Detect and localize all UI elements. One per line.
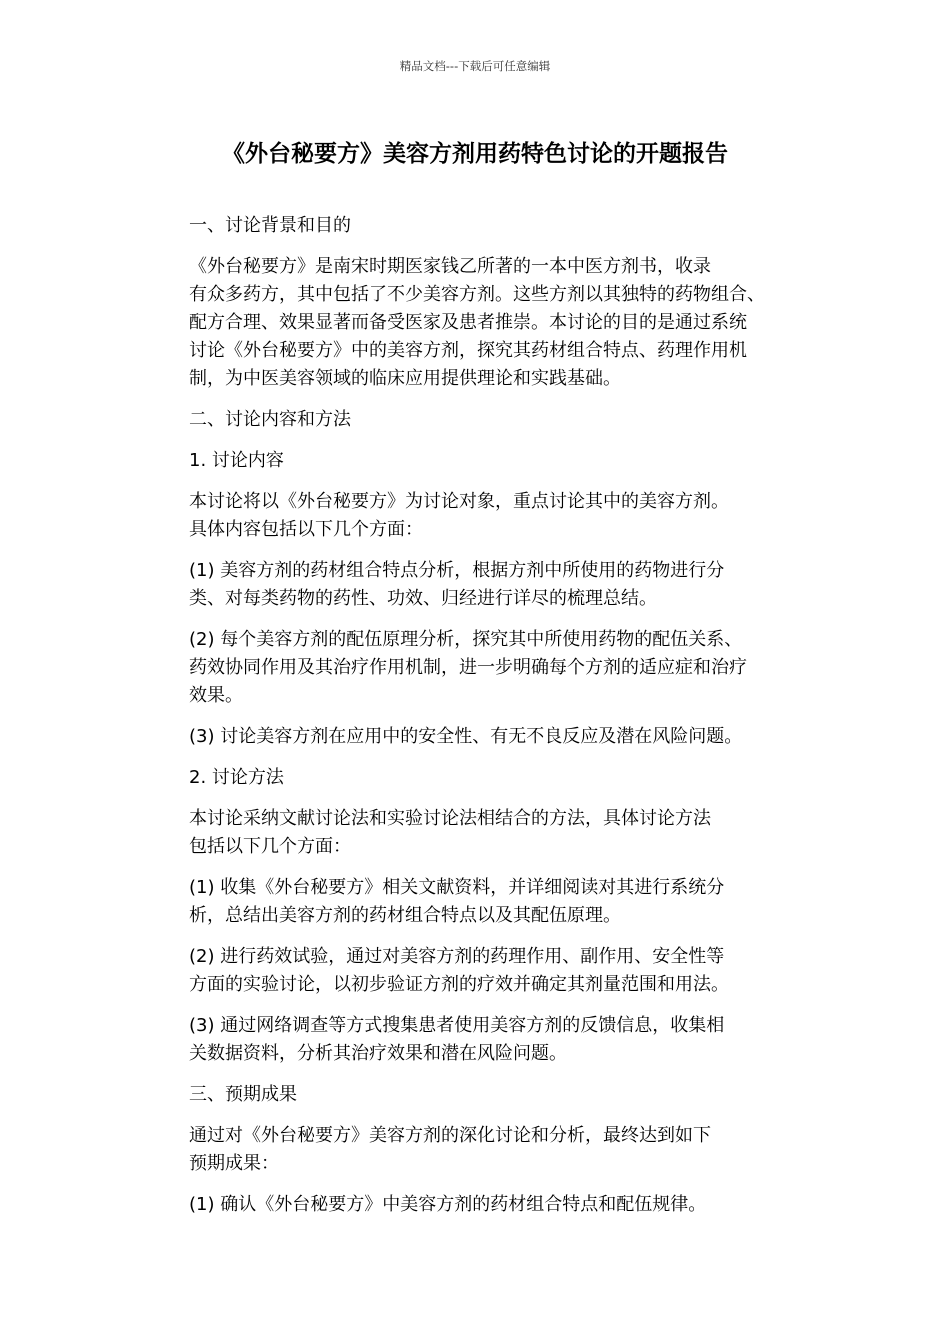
text-line: (2) 进行药效试验，通过对美容方剂的药理作用、副作用、安全性等: [189, 946, 725, 967]
list-item-content-3: [144, 723, 824, 751]
section-heading-expected-results: 三、预期成果: [189, 1084, 297, 1105]
paragraph-background: [144, 253, 824, 393]
text-line: (3) 讨论美容方剂在应用中的安全性、有无不良反应及潜在风险问题。: [189, 726, 743, 747]
text-line: 效果。: [189, 685, 243, 706]
list-item-method-3: [144, 1012, 824, 1068]
text-line: 关数据资料，分析其治疗效果和潜在风险问题。: [189, 1043, 567, 1064]
paragraph-method-intro: [144, 805, 824, 861]
paragraph-content-intro: [144, 488, 824, 544]
text-line: (1) 美容方剂的药材组合特点分析，根据方剂中所使用的药物进行分: [189, 560, 725, 581]
list-item-method-2: [144, 943, 824, 999]
paragraph-expected-intro: [144, 1122, 824, 1178]
text-line: 预期成果：: [189, 1153, 279, 1174]
subsection-heading-method: 2. 讨论方法: [189, 767, 284, 788]
text-line: (1) 收集《外台秘要方》相关文献资料，并详细阅读对其进行系统分: [189, 877, 725, 898]
text-line: 配方合理、效果显著而备受医家及患者推崇。本讨论的目的是通过系统: [189, 312, 747, 333]
list-item-method-1: [144, 874, 824, 930]
text-line: 具体内容包括以下几个方面：: [189, 519, 423, 540]
text-line: 通过对《外台秘要方》美容方剂的深化讨论和分析，最终达到如下: [189, 1125, 711, 1146]
text-line: 本讨论将以《外台秘要方》为讨论对象，重点讨论其中的美容方剂。: [189, 491, 729, 512]
text-line: 方面的实验讨论，以初步验证方剂的疗效并确定其剂量范围和用法。: [189, 974, 729, 995]
list-item-content-1: [144, 557, 824, 613]
text-line: 本讨论采纳文献讨论法和实验讨论法相结合的方法，具体讨论方法: [189, 808, 711, 829]
list-item-content-2: [144, 626, 824, 710]
document-body: [144, 212, 824, 1232]
section-heading-content-method: 二、讨论内容和方法: [189, 409, 351, 430]
text-line: 讨论《外台秘要方》中的美容方剂，探究其药材组合特点、药理作用机: [189, 340, 747, 361]
section-heading-background: 一、讨论背景和目的: [189, 215, 351, 236]
page-header: 精品文档---下载后可任意编辑: [399, 59, 551, 73]
list-item-expected-1: [144, 1191, 824, 1219]
document-title: 《外台秘要方》美容方剂用药特色讨论的开题报告: [222, 141, 728, 167]
text-line: 析，总结出美容方剂的药材组合特点以及其配伍原理。: [189, 905, 621, 926]
subsection-heading-content: 1. 讨论内容: [189, 450, 284, 471]
text-line: 制，为中医美容领域的临床应用提供理论和实践基础。: [189, 368, 621, 389]
text-line: 《外台秘要方》是南宋时期医家钱乙所著的一本中医方剂书，收录: [189, 256, 711, 277]
text-line: 类、对每类药物的药性、功效、归经进行详尽的梳理总结。: [189, 588, 657, 609]
text-line: (2) 每个美容方剂的配伍原理分析，探究其中所使用药物的配伍关系、: [189, 629, 743, 650]
text-line: (1) 确认《外台秘要方》中美容方剂的药材组合特点和配伍规律。: [189, 1194, 707, 1215]
text-line: 包括以下几个方面：: [189, 836, 351, 857]
text-line: (3) 通过网络调查等方式搜集患者使用美容方剂的反馈信息，收集相: [189, 1015, 725, 1036]
text-line: 药效协同作用及其治疗作用机制，进一步明确每个方剂的适应症和治疗: [189, 657, 747, 678]
text-line: 有众多药方，其中包括了不少美容方剂。这些方剂以其独特的药物组合、: [189, 284, 765, 305]
